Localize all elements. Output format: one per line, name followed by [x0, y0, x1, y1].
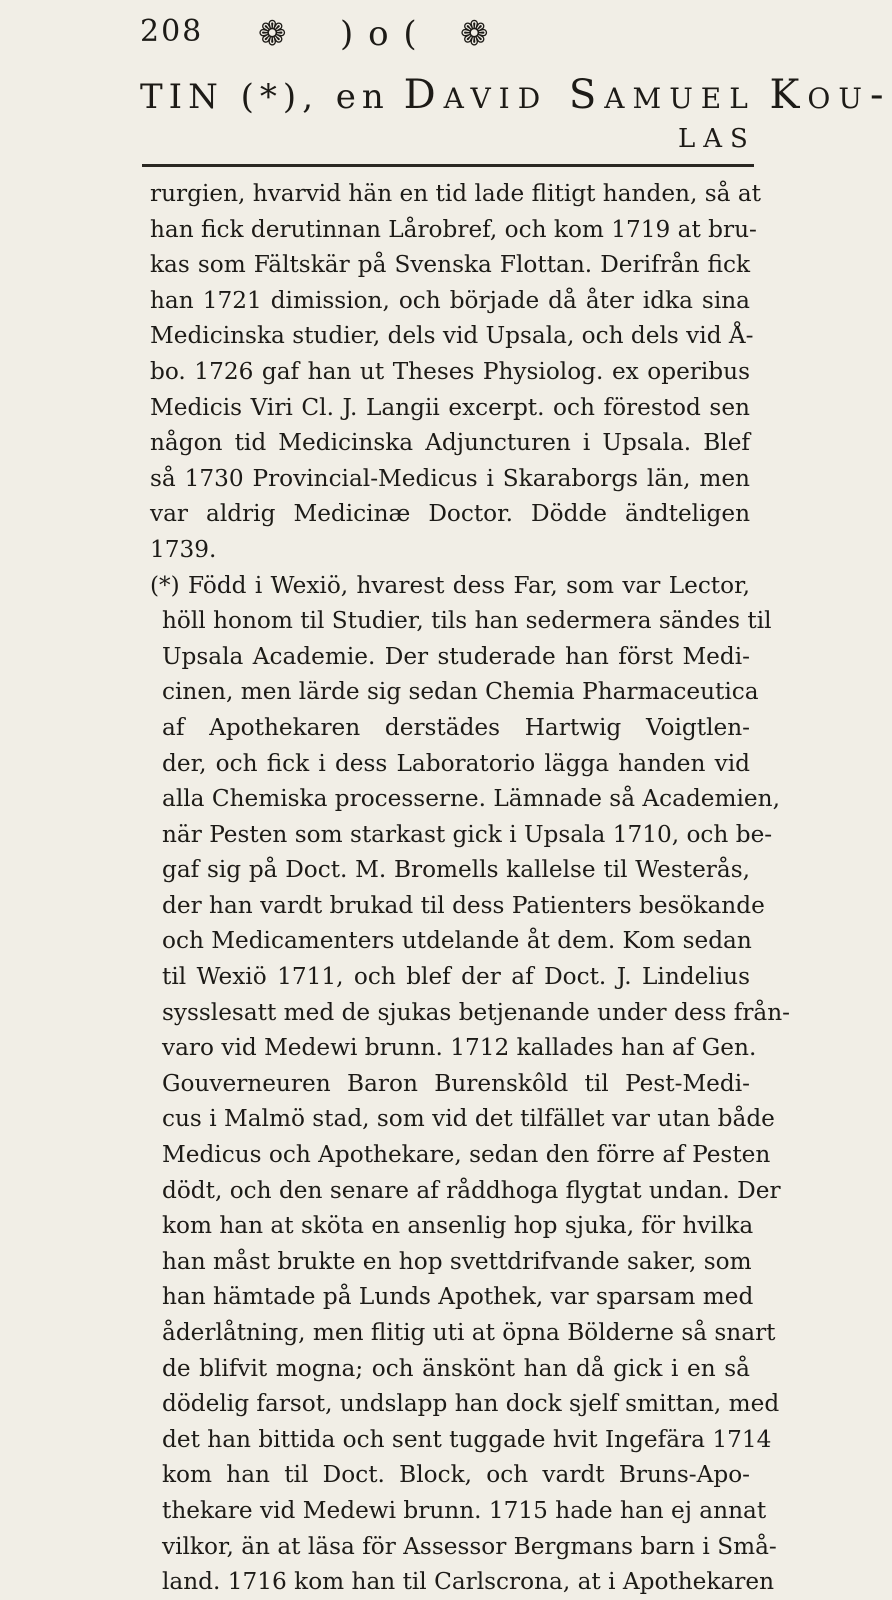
- page-number: 208: [140, 14, 204, 49]
- footnote-line: vilkor, än at läsa för Assessor Bergmans barn i Små-: [162, 1532, 777, 1560]
- footnote-line: (*) Född i Wexiö, hvarest dess Far, som var Lector,: [150, 571, 750, 599]
- footnote-line: varo vid Medewi brunn. 1712 kallades han af Gen.: [162, 1034, 757, 1062]
- text-line: 1739.: [150, 535, 217, 563]
- footnote-line: cinen, men lärde sig sedan Chemia Pharmaceutica: [162, 678, 759, 706]
- footnote-line: de blifvit mogna; och änskönt han då gick i en så: [162, 1354, 750, 1382]
- text-line: Medicis Viri Cl. J. Langii excerpt. och förestod sen: [150, 393, 750, 421]
- text-line: han fick derutinnan Lårobref, och kom 1719 at bru-: [150, 215, 757, 243]
- footnote-line: kom han at sköta en ansenlig hop sjuka, för hvilka: [162, 1212, 754, 1240]
- footnote-line: land. 1716 kom han til Carlscrona, at i Apothekaren: [162, 1568, 775, 1596]
- text-line: så 1730 Provincial-Medicus i Skaraborgs län, men: [150, 464, 750, 492]
- text-line: han 1721 dimission, och började då åter idka sina: [150, 286, 750, 314]
- footnote-line: och Medicamenters utdelande åt dem. Kom sedan: [162, 927, 752, 955]
- footnote-line: der han vardt brukad til dess Patienters besökande: [162, 891, 765, 919]
- footnote-line: han hämtade på Lunds Apothek, var sparsam med: [162, 1283, 754, 1311]
- footnote-line: kom han til Doct. Block, och vardt Bruns-Apo-: [162, 1461, 750, 1489]
- footnote-line: Gouverneuren Baron Burenskôld til Pest-Medi-: [162, 1069, 750, 1097]
- fleuron-ornament-left: ❁: [258, 14, 289, 54]
- header-rule: [142, 164, 754, 167]
- fleuron-ornament-right: ❁: [460, 14, 491, 54]
- footnote-line: thekare vid Medewi brunn. 1715 hade han ej annat: [162, 1496, 767, 1524]
- footnote-line: det han bittida och sent tuggade hvit Ingefära 1714: [162, 1425, 772, 1453]
- footnote-line: cus i Malmö stad, som vid det tilfället var utan både: [162, 1105, 775, 1133]
- footnote-line: dödt, och den senare af råddhoga flygtat undan. Der: [162, 1176, 781, 1204]
- footnote-line: åderlåtning, men flitig uti at öpna Bölderne så snart: [162, 1319, 776, 1346]
- text-line: kas som Fältskär på Svenska Flottan. Derifrån fick: [150, 251, 750, 279]
- footnote-line: til Wexiö 1711, och blef der af Doct. J. Lindelius: [162, 963, 750, 991]
- footnote-line: Medicus och Apothekare, sedan den förre af Pesten: [162, 1141, 771, 1169]
- footnote-line: höll honom til Studier, tils han sedermera sändes til: [162, 607, 772, 635]
- text-line: rurgien, hvarvid hän en tid lade flitigt handen, så at: [150, 180, 761, 207]
- text-line: någon tid Medicinska Adjuncturen i Upsala. Blef: [150, 429, 750, 457]
- running-header: [140, 14, 740, 66]
- footnote-line: han måst brukte en hop svettdrifvande saker, som: [162, 1247, 752, 1275]
- footnote-line: sysslesatt med de sjukas betjenande under dess från-: [162, 998, 790, 1026]
- heading-name: David Samuel: [403, 72, 756, 118]
- body-text: [150, 176, 790, 1600]
- footnote-line: Upsala Academie. Der studerade han först Medi-: [162, 642, 750, 670]
- text-line: Medicinska studier, dels vid Upsala, och dels vid Å-: [150, 322, 754, 350]
- page-signature-mark: ) o (: [340, 14, 419, 54]
- article-heading: [140, 72, 892, 124]
- footnote-line: af Apothekaren derstädes Hartwig Voigtlen-: [162, 713, 750, 741]
- footnote-line: gaf sig på Doct. M. Bromells kallelse til Westerås,: [162, 856, 750, 884]
- footnote-line: dödelig farsot, undslapp han dock sjelf smittan, med: [162, 1390, 780, 1418]
- footnote-line: alla Chemiska processerne. Lämnade så Academien,: [162, 785, 780, 813]
- heading-catchword: LAS: [678, 124, 756, 154]
- footnote-line: när Pesten som starkast gick i Upsala 1710, och be-: [162, 820, 773, 848]
- heading-prefix: TIN (*), en: [140, 77, 390, 117]
- heading-surname: Kou-: [769, 72, 892, 118]
- footnote-line: der, och fick i dess Laboratorio lägga handen vid: [162, 749, 750, 777]
- text-line: bo. 1726 gaf han ut Theses Physiolog. ex operibus: [150, 357, 750, 385]
- text-line: var aldrig Medicinæ Doctor. Dödde ändteligen: [150, 500, 750, 528]
